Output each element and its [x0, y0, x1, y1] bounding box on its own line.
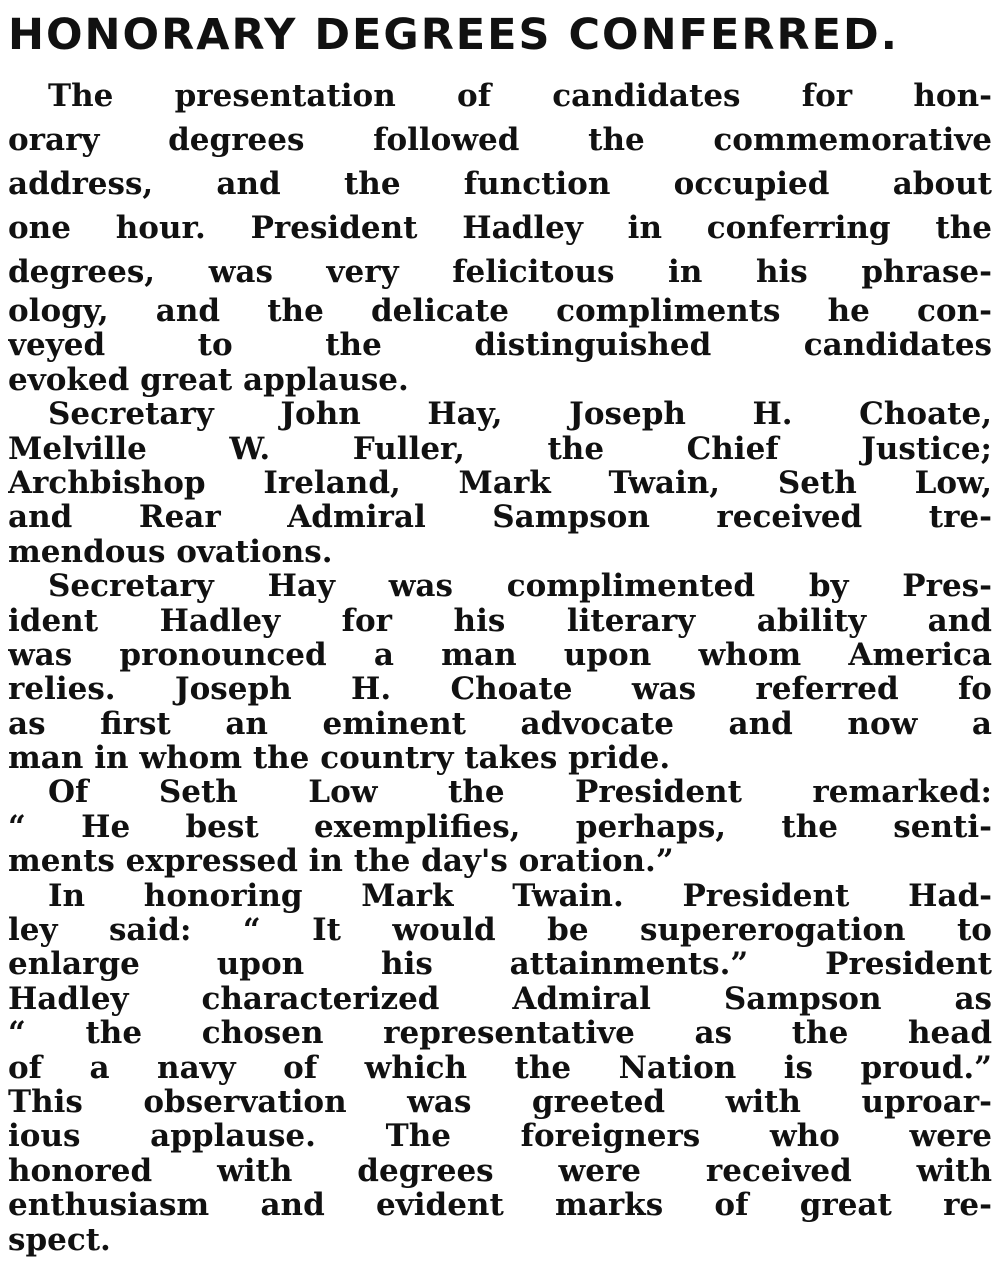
text-line: ments expressed in the day's oration.”	[8, 844, 674, 879]
text-line: Of Seth Low the President remarked:	[48, 775, 992, 810]
text-line: of a navy of which the Nation is proud.”	[8, 1050, 992, 1085]
text-line: ley said: “ It would be supererogation to	[8, 913, 992, 948]
paragraph	[8, 775, 992, 878]
text-line: spect.	[8, 1222, 111, 1257]
text-line: degrees, was very felicitous in his phrase-	[8, 254, 992, 290]
paragraph	[8, 879, 992, 1257]
text-line: mendous ovations.	[8, 534, 333, 570]
text-line: ology, and the delicate compliments he con-	[8, 294, 992, 329]
text-line: evoked great applause.	[8, 362, 409, 398]
text-line: honored with degrees were received with	[8, 1153, 992, 1189]
text-line: one hour. President Hadley in conferring the	[8, 210, 992, 246]
text-line: Melville W. Fuller, the Chief Justice;	[8, 431, 992, 466]
headline: HONORARY DEGREES CONFERRED.	[8, 10, 899, 60]
text-line: orary degrees followed the commemorative	[8, 122, 992, 158]
text-line: ious applause. The foreigners who were	[8, 1119, 992, 1154]
paragraph	[8, 397, 992, 569]
paragraph	[8, 74, 992, 397]
text-line: enthusiasm and evident marks of great re-	[8, 1188, 992, 1223]
text-line: This observation was greeted with uproar-	[8, 1084, 992, 1120]
text-line: and Rear Admiral Sampson received tre-	[8, 500, 992, 535]
text-line: as first an eminent advocate and now a	[8, 706, 992, 742]
text-line: The presentation of candidates for hon-	[48, 78, 992, 114]
text-line: address, and the function occupied about	[8, 166, 992, 202]
text-line: enlarge upon his attainments.” President	[8, 947, 992, 982]
paragraph	[8, 569, 992, 775]
text-line: relies. Joseph H. Choate was referred fo	[8, 672, 992, 707]
text-line: Secretary John Hay, Joseph H. Choate,	[48, 397, 992, 432]
text-line: Hadley characterized Admiral Sampson as	[8, 981, 992, 1017]
text-line: man in whom the country takes pride.	[8, 741, 671, 776]
text-line: “ He best exemplifies, perhaps, the senti-	[8, 809, 992, 845]
text-line: Secretary Hay was complimented by Pres-	[48, 569, 992, 604]
text-line: In honoring Mark Twain. President Had-	[48, 878, 992, 914]
text-line: “ the chosen representative as the head	[8, 1016, 992, 1051]
text-line: ident Hadley for his literary ability and	[8, 603, 992, 638]
article-body	[8, 74, 992, 1257]
text-line: veyed to the distinguished candidates	[8, 328, 992, 363]
text-line: Archbishop Ireland, Mark Twain, Seth Low,	[8, 465, 992, 501]
text-line: was pronounced a man upon whom America	[8, 637, 992, 673]
